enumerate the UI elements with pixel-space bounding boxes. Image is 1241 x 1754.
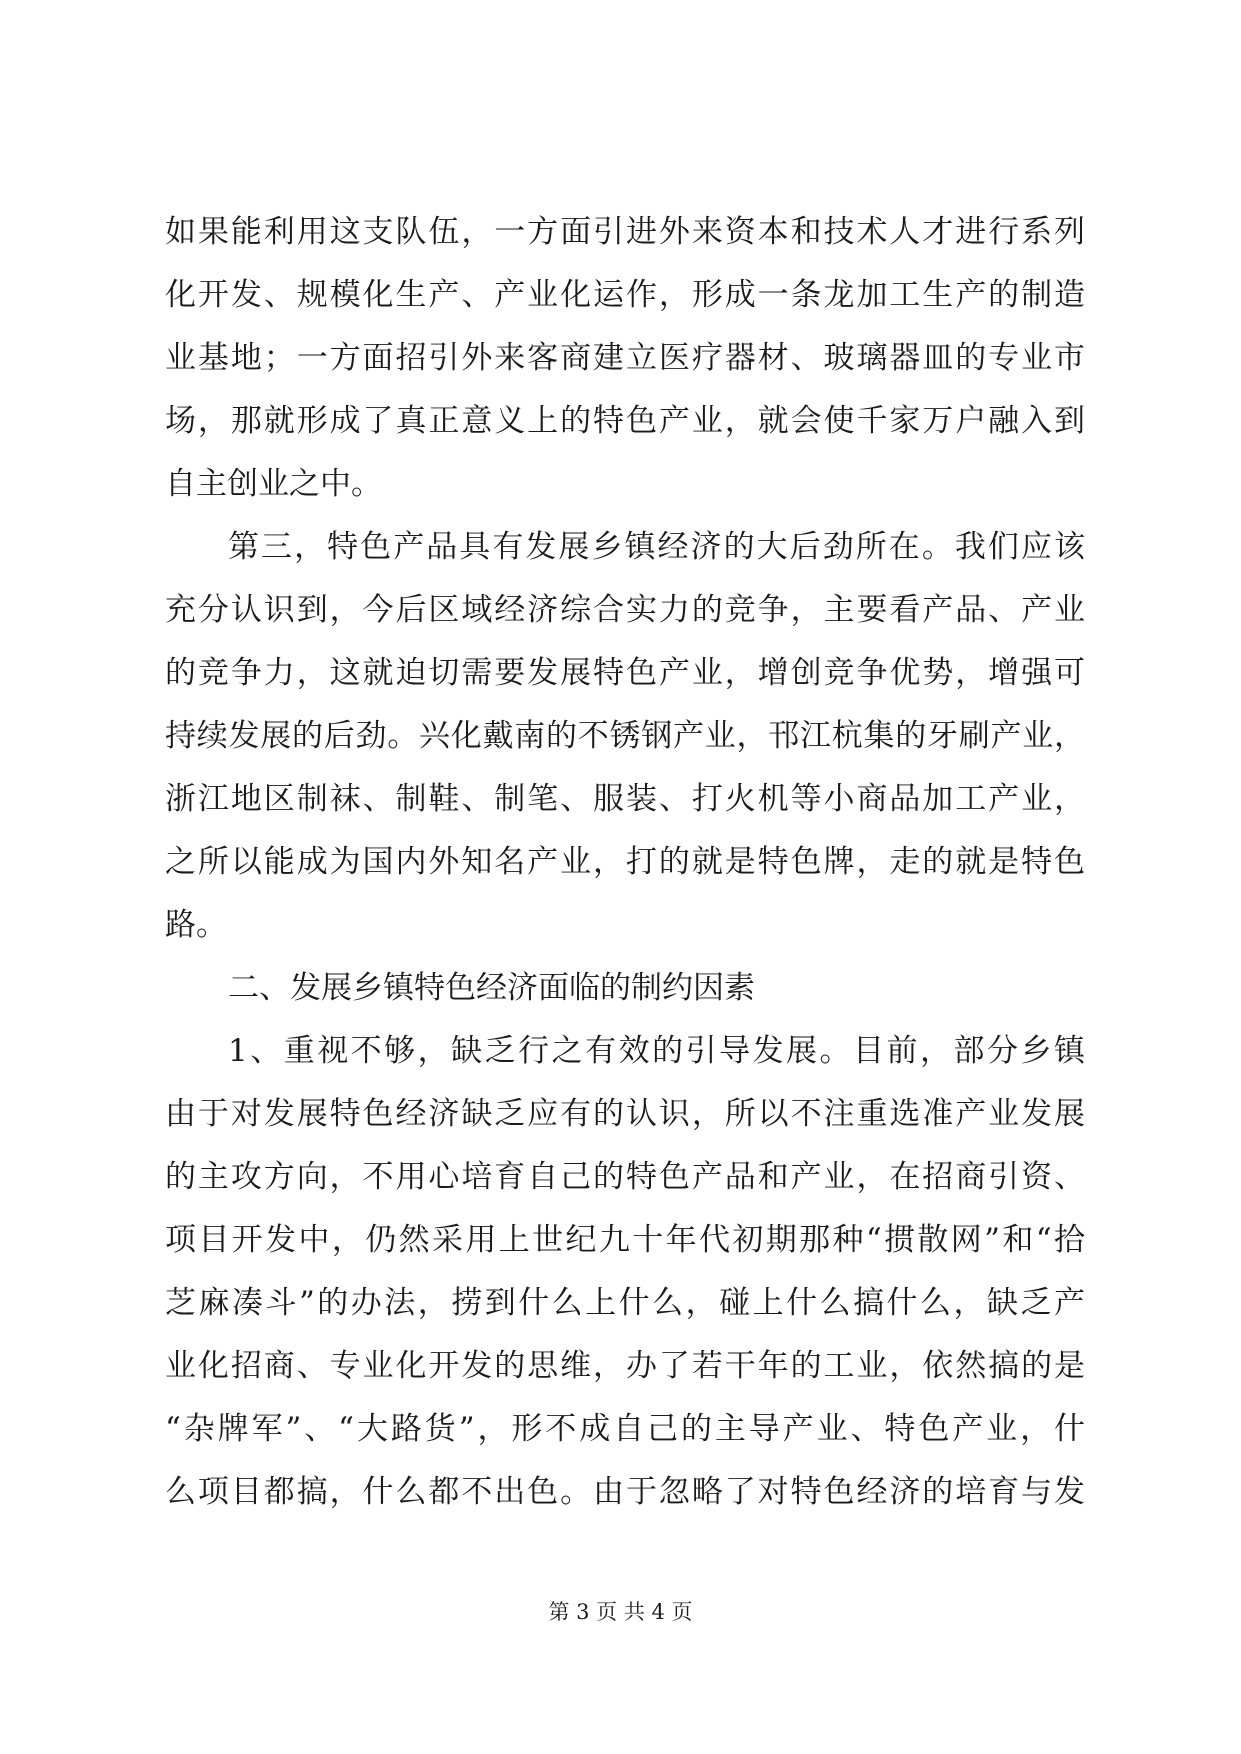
text-line: “杂牌军”、“大路货”，形不成自己的主导产业、特色产业，什: [165, 1411, 1085, 1447]
section-heading: 二、发展乡镇特色经济面临的制约因素: [228, 970, 755, 1006]
text-line: 的竞争力，这就迫切需要发展特色产业，增创竞争优势，增强可: [165, 655, 1085, 691]
text-line: 由于对发展特色经济缺乏应有的认识，所以不注重选准产业发展: [165, 1096, 1085, 1132]
text-line: 路。: [165, 907, 227, 943]
text-line: 充分认识到，今后区域经济综合实力的竞争，主要看产品、产业: [165, 592, 1085, 628]
text-line: 芝麻凑斗”的办法，捞到什么上什么，碰上什么搞什么，缺乏产: [165, 1285, 1085, 1321]
text-line: 浙江地区制袜、制鞋、制笔、服装、打火机等小商品加工产业，: [165, 781, 1085, 817]
text-line: 化开发、规模化生产、产业化运作，形成一条龙加工生产的制造: [165, 277, 1085, 313]
text-line: 之所以能成为国内外知名产业，打的就是特色牌，走的就是特色: [165, 844, 1085, 880]
body-text: [165, 201, 1085, 1524]
text-line: 业基地；一方面招引外来客商建立医疗器材、玻璃器皿的专业市: [165, 340, 1085, 376]
text-line: 1、重视不够，缺乏行之有效的引导发展。目前，部分乡镇: [228, 1033, 1085, 1069]
page-number-footer: 第 3 页 共 4 页: [548, 1600, 693, 1624]
text-line: 业化招商、专业化开发的思维，办了若干年的工业，依然搞的是: [165, 1348, 1085, 1384]
text-line: 么项目都搞，什么都不出色。由于忽略了对特色经济的培育与发: [165, 1474, 1085, 1510]
text-line: 如果能利用这支队伍，一方面引进外来资本和技术人才进行系列: [165, 214, 1085, 250]
text-line: 场，那就形成了真正意义上的特色产业，就会使千家万户融入到: [165, 403, 1085, 439]
text-line: 第三，特色产品具有发展乡镇经济的大后劲所在。我们应该: [228, 529, 1085, 565]
text-line: 的主攻方向，不用心培育自己的特色产品和产业，在招商引资、: [165, 1159, 1085, 1195]
text-line: 持续发展的后劲。兴化戴南的不锈钢产业，邗江杭集的牙刷产业，: [165, 718, 1085, 754]
text-line: 自主创业之中。: [165, 466, 382, 502]
text-line: 项目开发中，仍然采用上世纪九十年代初期那种“掼散网”和“拾: [165, 1222, 1085, 1258]
